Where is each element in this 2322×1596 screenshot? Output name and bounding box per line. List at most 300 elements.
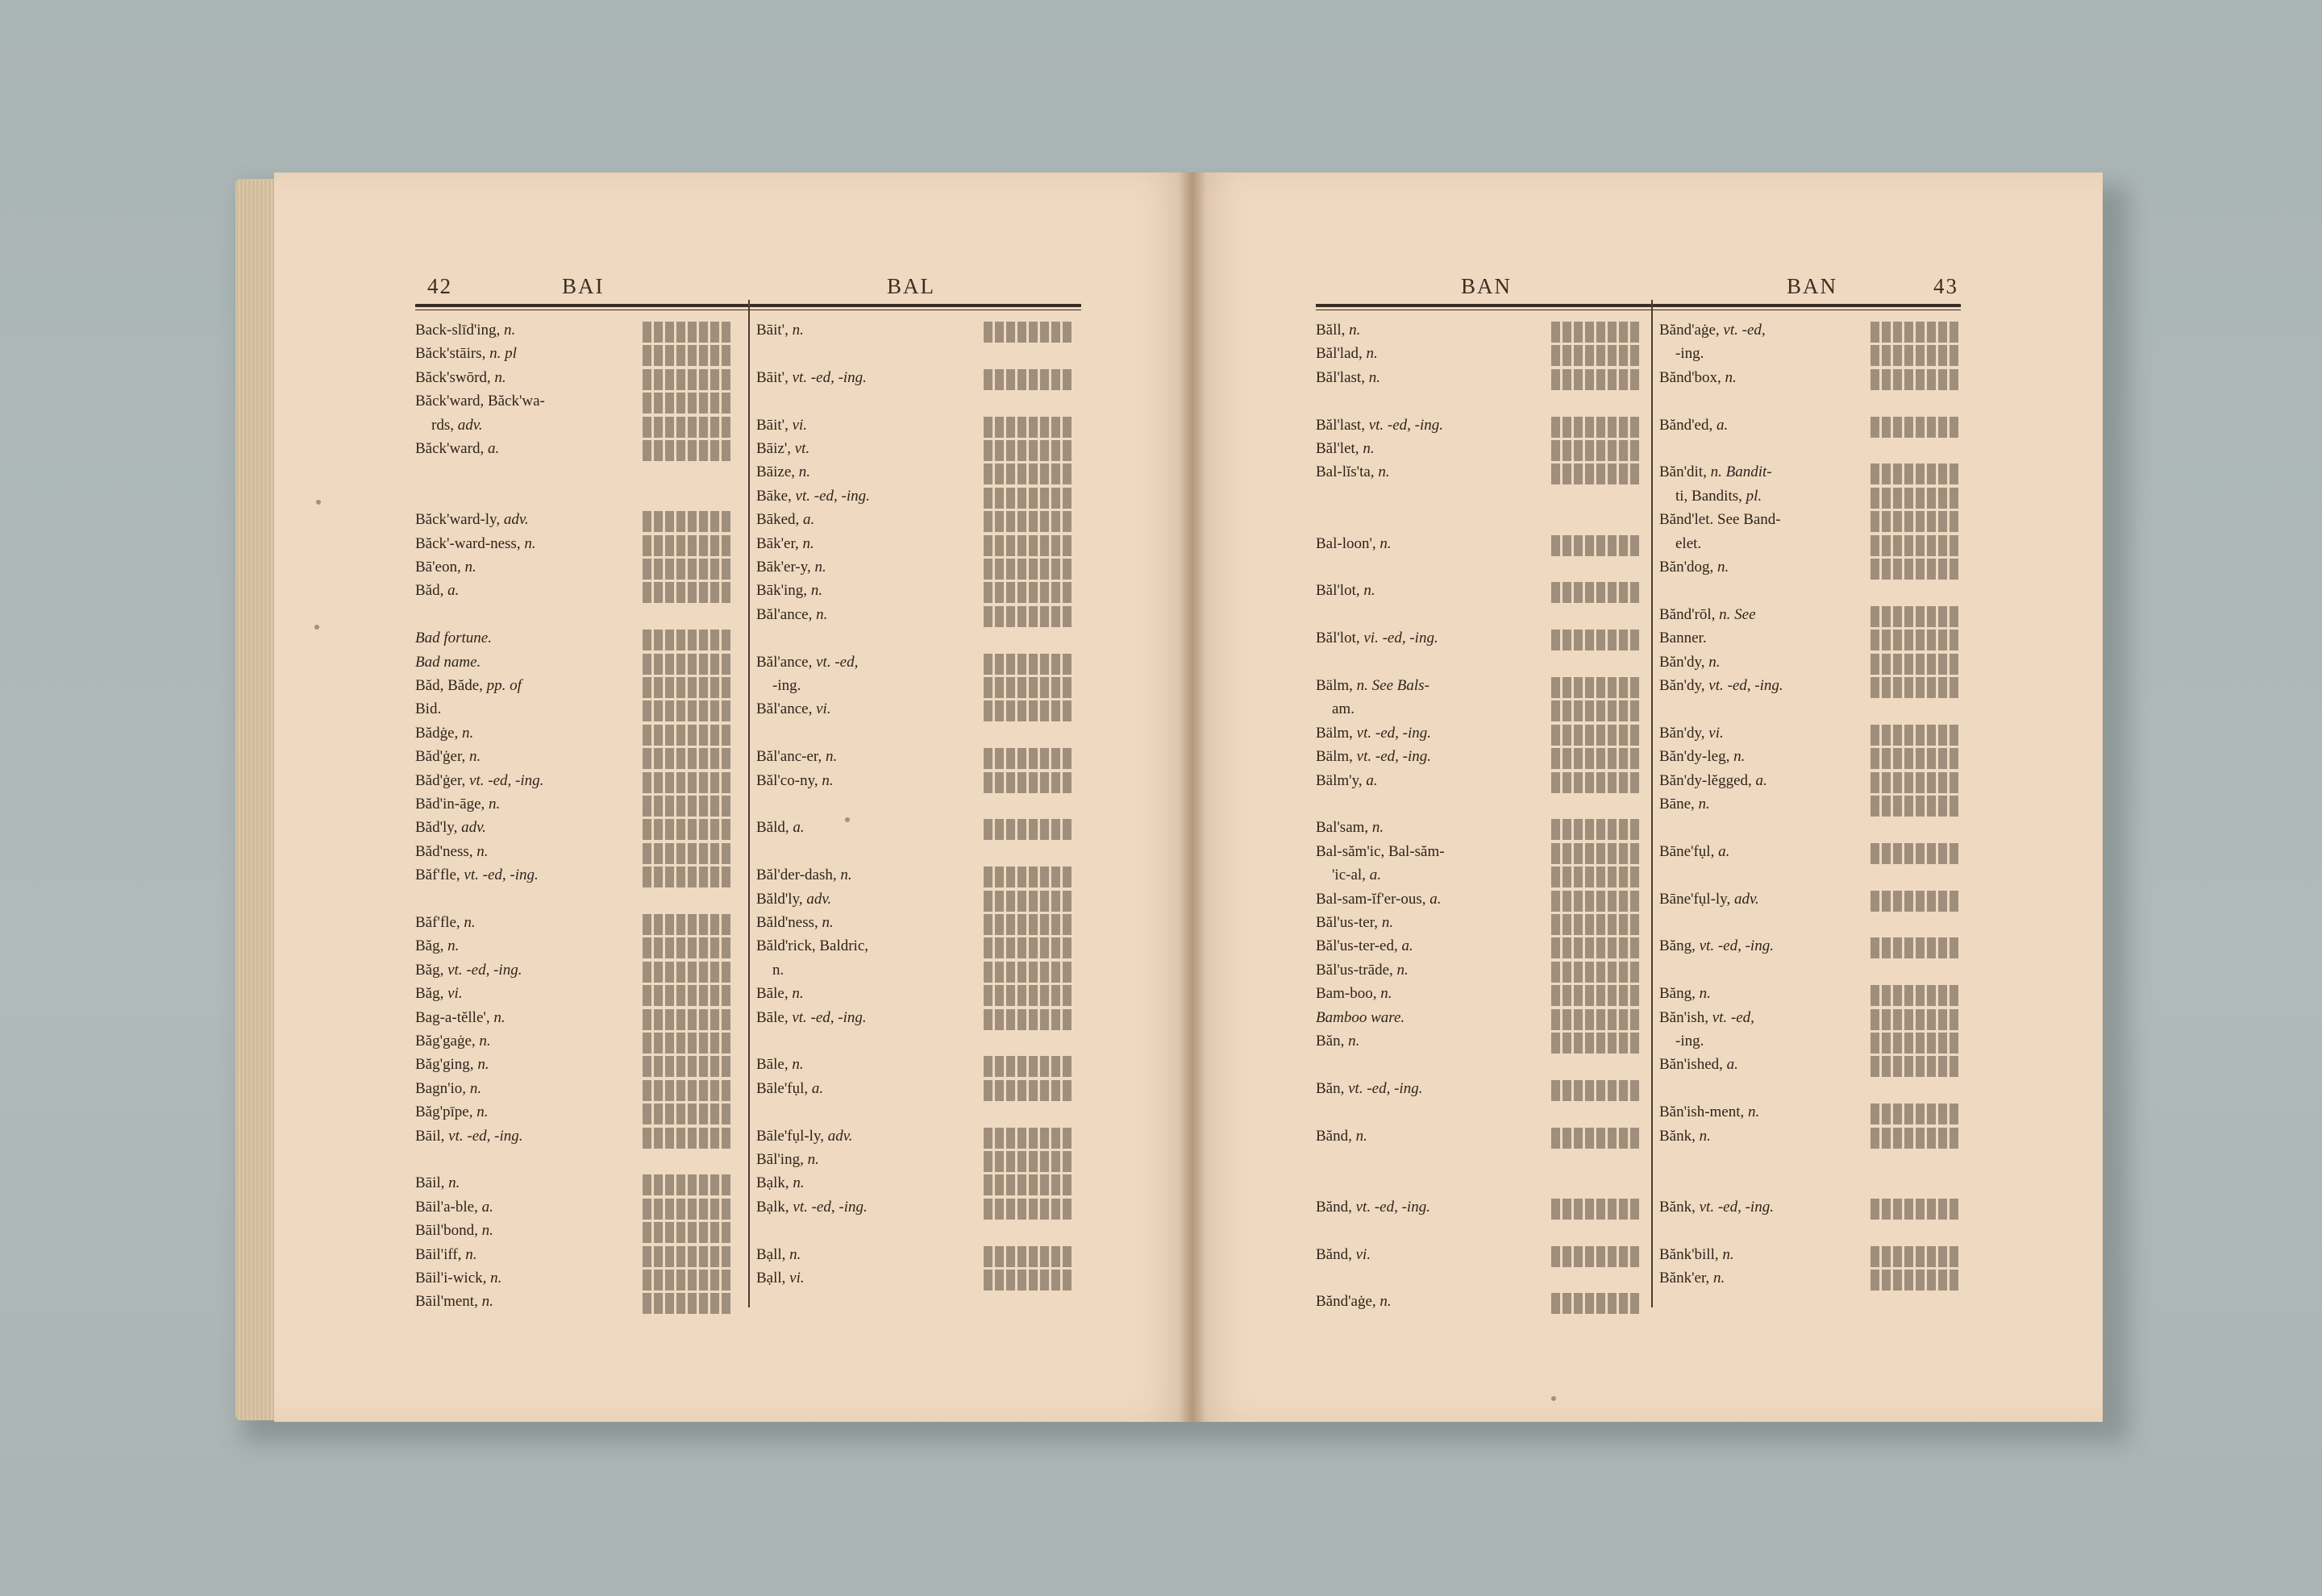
dictionary-entry: [1659, 746, 1745, 768]
japanese-gloss: [1870, 891, 1959, 912]
entry-headword: Bāit',: [756, 322, 789, 339]
dictionary-entry: [415, 1220, 493, 1242]
japanese-gloss: [984, 891, 1072, 912]
japanese-gloss: [984, 985, 1072, 1006]
entry-part-of-speech: n.: [807, 1151, 819, 1168]
entry-part-of-speech: a.: [1718, 842, 1730, 860]
dictionary-entry: [1316, 580, 1375, 602]
dictionary-entry: [1659, 722, 1724, 745]
dictionary-entry: [756, 935, 868, 958]
dictionary-entry: [756, 651, 858, 674]
japanese-gloss: [984, 867, 1072, 887]
entry-headword: Bănd'aġe,: [1659, 322, 1720, 339]
entry-headword: Bāke,: [756, 487, 792, 505]
entry-part-of-speech: vi.: [792, 416, 808, 434]
japanese-gloss: [1551, 891, 1640, 912]
japanese-gloss: [643, 1056, 731, 1077]
entry-part-of-speech: a.: [1429, 890, 1442, 908]
entry-part-of-speech: pp. of: [486, 677, 522, 694]
japanese-gloss: [643, 559, 731, 580]
entry-headword: Bamboo ware.: [1316, 1008, 1405, 1026]
entry-headword: Băl'us-ter-ed,: [1316, 937, 1398, 955]
dictionary-entry: [756, 1244, 801, 1266]
japanese-gloss: [1551, 1080, 1640, 1101]
entry-headword: Bāle,: [756, 1008, 789, 1026]
entry-part-of-speech: n.: [816, 605, 828, 623]
dictionary-entry: [415, 651, 481, 674]
entry-headword: Bāk'er-y,: [756, 559, 811, 576]
entry-headword: Băd, Băde,: [415, 677, 483, 694]
dictionary-entry: [1675, 485, 1762, 508]
entry-part-of-speech: n.: [524, 534, 536, 552]
japanese-gloss: [1551, 725, 1640, 746]
entry-headword: Băn'dog,: [1659, 559, 1714, 576]
japanese-gloss: [1870, 1033, 1959, 1054]
entry-part-of-speech: n.: [1378, 463, 1390, 481]
right-column-divider: [1651, 300, 1653, 1307]
japanese-gloss: [1551, 843, 1640, 864]
dictionary-entry: [1659, 414, 1728, 437]
entry-part-of-speech: n.: [1349, 322, 1361, 339]
entry-part-of-speech: n.: [1366, 345, 1378, 363]
entry-headword: Bāil'iff,: [415, 1245, 462, 1263]
entry-part-of-speech: n.: [1708, 653, 1721, 671]
entry-headword: Băl'let,: [1316, 440, 1359, 457]
dictionary-entry: [1659, 319, 1766, 342]
entry-part-of-speech: n.: [1381, 914, 1394, 931]
entry-headword: Bāne'fụl-ly,: [1659, 890, 1731, 908]
dictionary-entry: [756, 604, 827, 626]
entry-headword: Bal-lĭs'ta,: [1316, 463, 1375, 481]
entry-part-of-speech: vt. -ed, -ing.: [1348, 1079, 1423, 1097]
entry-part-of-speech: vi.: [1708, 724, 1724, 742]
japanese-gloss: [984, 1128, 1072, 1149]
japanese-gloss: [1870, 748, 1959, 769]
entry-headword: Băl'der-dash,: [756, 867, 837, 884]
japanese-gloss: [1551, 772, 1640, 793]
dictionary-entry: [756, 1125, 853, 1148]
dictionary-entry: [1659, 627, 1707, 650]
entry-headword: Bănd'aġe,: [1316, 1293, 1376, 1311]
dictionary-entry: [415, 675, 522, 697]
japanese-gloss: [1870, 369, 1959, 390]
entry-part-of-speech: vt. -ed, -ing.: [1355, 1198, 1430, 1216]
dictionary-entry: [415, 438, 499, 460]
dictionary-entry: [1316, 1196, 1430, 1219]
entry-headword: Bagn'io,: [415, 1079, 467, 1097]
entry-headword: Băl'lot,: [1316, 582, 1360, 600]
dictionary-entry: [1316, 983, 1392, 1005]
entry-headword: Băl'ance,: [756, 653, 813, 671]
japanese-gloss: [1870, 417, 1959, 438]
entry-headword: Bāle,: [756, 985, 789, 1003]
dictionary-entry: [1659, 604, 1756, 626]
entry-headword: Bāil'ment,: [415, 1293, 478, 1311]
entry-part-of-speech: a.: [1726, 1056, 1738, 1074]
japanese-gloss: [643, 1033, 731, 1054]
dictionary-entry: [1659, 1007, 1754, 1029]
entry-part-of-speech: vt. -ed, -ing.: [792, 368, 867, 386]
japanese-gloss: [984, 1009, 1072, 1030]
japanese-gloss: [643, 511, 731, 532]
entry-part-of-speech: vi.: [816, 700, 831, 718]
entry-headword: Băg,: [415, 985, 444, 1003]
dictionary-entry: [756, 864, 852, 887]
entry-headword: ti, Bandits,: [1675, 487, 1742, 505]
entry-headword: Bāle,: [756, 1056, 789, 1074]
dictionary-entry: [756, 461, 810, 484]
entry-part-of-speech: n.: [1379, 1293, 1392, 1311]
entry-part-of-speech: vt. -ed, -ing.: [792, 1008, 867, 1026]
dictionary-entry: [415, 580, 459, 602]
japanese-gloss: [643, 345, 731, 366]
entry-part-of-speech: n. pl: [489, 345, 517, 363]
entry-part-of-speech: n.: [504, 322, 516, 339]
entry-part-of-speech: n.: [1368, 368, 1380, 386]
entry-part-of-speech: vt. -ed, -ing.: [793, 1198, 868, 1216]
dictionary-entry: [1659, 461, 1772, 484]
entry-headword: Băl'us-ter,: [1316, 914, 1379, 931]
dictionary-entry: [756, 509, 814, 531]
entry-headword: Bälm,: [1316, 748, 1353, 766]
japanese-gloss: [1870, 654, 1959, 675]
japanese-gloss: [1551, 345, 1640, 366]
entry-headword: Bănk'er,: [1659, 1270, 1710, 1286]
left-column-divider: [748, 300, 750, 1307]
dictionary-entry: [1659, 888, 1759, 911]
entry-headword: Băf'fle,: [415, 914, 460, 931]
japanese-gloss: [1551, 417, 1640, 438]
japanese-gloss: [984, 937, 1072, 958]
dictionary-entry: [1316, 627, 1438, 650]
japanese-gloss: [1870, 677, 1959, 698]
entry-part-of-speech: n.: [494, 368, 506, 386]
dictionary-entry: [415, 1172, 460, 1195]
dictionary-entry: [415, 1101, 489, 1124]
dictionary-entry: [756, 770, 834, 792]
japanese-gloss: [1551, 1009, 1640, 1030]
japanese-gloss: [984, 1056, 1072, 1077]
japanese-gloss: [984, 417, 1072, 438]
entry-part-of-speech: n.: [1380, 985, 1392, 1003]
japanese-gloss: [643, 1199, 731, 1220]
japanese-gloss: [1870, 463, 1959, 484]
japanese-gloss: [1551, 700, 1640, 721]
entry-headword: Băg,: [415, 961, 444, 979]
japanese-gloss: [1551, 677, 1640, 698]
dictionary-entry: [756, 1149, 819, 1171]
japanese-gloss: [643, 440, 731, 461]
dictionary-entry: [415, 817, 486, 839]
entry-part-of-speech: vt.: [794, 440, 810, 457]
dictionary-entry: [415, 533, 536, 555]
entry-part-of-speech: pl.: [1746, 487, 1762, 505]
dictionary-entry: [756, 746, 837, 768]
entry-headword: Băl'last,: [1316, 368, 1365, 386]
japanese-gloss: [984, 1080, 1072, 1101]
left-guide-word-end: BAL: [887, 274, 935, 298]
dictionary-entry: [756, 817, 805, 839]
japanese-gloss: [1870, 535, 1959, 556]
entry-headword: -ing.: [1675, 345, 1704, 363]
entry-headword: Băd'in-āge,: [415, 796, 485, 813]
entry-headword: Băl'us-trāde,: [1316, 961, 1393, 979]
entry-part-of-speech: vt. -ed,: [1712, 1008, 1754, 1026]
entry-headword: Băg,: [415, 937, 444, 955]
dictionary-entry: [1659, 556, 1729, 579]
entry-headword: Băd'ġer,: [415, 771, 466, 789]
entry-headword: Bădġe,: [415, 724, 459, 742]
japanese-gloss: [643, 677, 731, 698]
entry-headword: Băl'lot,: [1316, 630, 1360, 647]
dictionary-entry: [1316, 1078, 1422, 1100]
entry-headword: Bāit',: [756, 416, 789, 434]
dictionary-entry: [1316, 912, 1393, 934]
entry-part-of-speech: a.: [487, 440, 500, 457]
japanese-gloss: [643, 417, 731, 438]
entry-headword: Băd'ly,: [415, 819, 458, 837]
japanese-gloss: [1551, 369, 1640, 390]
entry-headword: Băn'dy,: [1659, 653, 1705, 671]
japanese-gloss: [643, 1080, 731, 1101]
dictionary-entry: [1316, 1244, 1371, 1266]
dictionary-entry: [415, 627, 492, 650]
japanese-gloss: [643, 867, 731, 887]
entry-headword: Bănd,: [1316, 1245, 1352, 1263]
entry-headword: Băn'ish,: [1659, 1008, 1708, 1026]
entry-part-of-speech: n.: [447, 937, 460, 955]
japanese-gloss: [1870, 488, 1959, 509]
entry-part-of-speech: vi.: [1355, 1245, 1371, 1263]
dictionary-entry: [415, 1196, 493, 1219]
entry-headword: Bad fortune.: [415, 630, 492, 647]
dictionary-entry: [756, 888, 831, 911]
entry-part-of-speech: n.: [1733, 748, 1746, 766]
entry-headword: Bälm,: [1316, 677, 1353, 694]
right-page-number: 43: [1933, 274, 1958, 298]
entry-part-of-speech: n.: [489, 796, 501, 813]
japanese-gloss: [1551, 937, 1640, 958]
dictionary-entry: [415, 1030, 491, 1053]
entry-part-of-speech: a.: [1401, 937, 1413, 955]
entry-part-of-speech: a.: [793, 819, 805, 837]
entry-part-of-speech: n.: [490, 1270, 502, 1286]
japanese-gloss: [1551, 962, 1640, 983]
entry-part-of-speech: n.: [469, 748, 481, 766]
japanese-gloss: [643, 630, 731, 650]
japanese-gloss: [984, 369, 1072, 390]
entry-part-of-speech: n. See: [1719, 605, 1756, 623]
entry-headword: Bănd'box,: [1659, 368, 1721, 386]
entry-headword: -ing.: [1675, 1033, 1704, 1049]
entry-headword: Bāked,: [756, 511, 800, 529]
japanese-gloss: [643, 1293, 731, 1314]
entry-headword: Bănd'ed,: [1659, 416, 1713, 434]
japanese-gloss: [643, 322, 731, 343]
entry-part-of-speech: n.: [465, 1245, 477, 1263]
entry-part-of-speech: n.: [1699, 985, 1711, 1003]
dictionary-entry: [756, 1054, 804, 1076]
entry-headword: Băck'ward, Băck'wa-: [415, 393, 545, 410]
entry-part-of-speech: vt. -ed, -ing.: [1699, 937, 1774, 955]
entry-part-of-speech: n.: [814, 559, 826, 576]
entry-part-of-speech: a.: [481, 1198, 493, 1216]
dictionary-entry: [1675, 533, 1701, 555]
entry-part-of-speech: vt. -ed, -ing.: [448, 1127, 523, 1145]
entry-headword: -ing.: [772, 677, 801, 694]
japanese-gloss: [1870, 322, 1959, 343]
dictionary-entry: [415, 509, 529, 531]
dictionary-entry: [1316, 1030, 1359, 1053]
japanese-gloss: [1551, 463, 1640, 484]
entry-part-of-speech: n.: [793, 1174, 805, 1192]
japanese-gloss: [1870, 559, 1959, 580]
entry-part-of-speech: a.: [1716, 416, 1729, 434]
entry-part-of-speech: vi.: [789, 1270, 805, 1286]
entry-part-of-speech: a.: [803, 511, 815, 529]
japanese-gloss: [984, 535, 1072, 556]
entry-headword: Băf'fle,: [415, 867, 460, 884]
entry-headword: Băck'swōrd,: [415, 368, 491, 386]
entry-part-of-speech: vi.: [447, 985, 463, 1003]
entry-headword: Bănd'let. See Band-: [1659, 511, 1781, 529]
japanese-gloss: [1870, 1128, 1959, 1149]
entry-headword: am.: [1332, 700, 1354, 718]
paper-speck: [845, 817, 850, 822]
entry-headword: Băng,: [1659, 937, 1696, 955]
entry-part-of-speech: a.: [811, 1079, 824, 1097]
dictionary-entry: [415, 841, 489, 863]
entry-headword: Bāk'ing,: [756, 582, 808, 600]
entry-headword: Bāiz',: [756, 440, 791, 457]
japanese-gloss: [643, 985, 731, 1006]
entry-headword: Bāil'a-ble,: [415, 1198, 478, 1216]
dictionary-entry: [1659, 1125, 1711, 1148]
dictionary-entry: [415, 1267, 501, 1290]
entry-part-of-speech: n.: [826, 748, 838, 766]
dictionary-entry: [1316, 817, 1384, 839]
japanese-gloss: [1551, 535, 1640, 556]
japanese-gloss: [1551, 819, 1640, 840]
japanese-gloss: [1870, 1199, 1959, 1220]
japanese-gloss: [984, 700, 1072, 721]
dictionary-entry: [1659, 1196, 1774, 1219]
dictionary-entry: [1316, 367, 1380, 389]
entry-headword: Bănk,: [1659, 1127, 1696, 1145]
dictionary-entry: [415, 722, 473, 745]
entry-part-of-speech: n.: [479, 1033, 491, 1049]
dictionary-entry: [756, 367, 867, 389]
dictionary-entry: [1659, 770, 1767, 792]
entry-part-of-speech: n.: [1363, 440, 1375, 457]
japanese-gloss: [1551, 322, 1640, 343]
entry-part-of-speech: vt. -ed, -ing.: [1708, 677, 1783, 694]
japanese-gloss: [1551, 630, 1640, 650]
japanese-gloss: [643, 843, 731, 864]
dictionary-entry: [1332, 698, 1354, 721]
japanese-gloss: [1551, 440, 1640, 461]
dictionary-entry: [415, 1291, 493, 1313]
japanese-gloss: [1551, 1033, 1640, 1054]
dictionary-entry: [756, 1007, 867, 1029]
entry-part-of-speech: vt. -ed,: [1723, 322, 1766, 339]
entry-headword: Bal'sam,: [1316, 819, 1369, 837]
entry-part-of-speech: n.: [1363, 582, 1375, 600]
dictionary-entry: [756, 319, 804, 342]
entry-headword: Bănk'bill,: [1659, 1245, 1719, 1263]
entry-headword: Bal-sam-ĭf'er-ous,: [1316, 890, 1426, 908]
entry-part-of-speech: vt. -ed, -ing.: [1356, 724, 1431, 742]
entry-headword: Băck'ward,: [415, 440, 485, 457]
entry-part-of-speech: n.: [448, 1174, 460, 1192]
japanese-gloss: [1551, 985, 1640, 1006]
dictionary-entry: [756, 1172, 805, 1195]
entry-part-of-speech: n.: [840, 867, 852, 884]
entry-headword: Bāne,: [1659, 796, 1695, 813]
japanese-gloss: [643, 393, 731, 414]
dictionary-entry: [1659, 793, 1710, 816]
entry-headword: Băck'stāirs,: [415, 345, 486, 363]
dictionary-entry: [756, 912, 834, 934]
entry-part-of-speech: n. See Bals-: [1356, 677, 1429, 694]
dictionary-entry: [1659, 1101, 1759, 1124]
entry-part-of-speech: n.: [792, 1056, 804, 1074]
entry-headword: Banner.: [1659, 630, 1707, 647]
japanese-gloss: [1551, 748, 1640, 769]
japanese-gloss: [1870, 1246, 1959, 1267]
entry-headword: Bạlk,: [756, 1198, 789, 1216]
japanese-gloss: [1870, 843, 1959, 864]
entry-headword: Bāil'bond,: [415, 1222, 478, 1240]
japanese-gloss: [984, 463, 1072, 484]
dictionary-entry: [756, 414, 807, 437]
japanese-gloss: [643, 654, 731, 675]
entry-headword: Băg'gaġe,: [415, 1033, 476, 1049]
entry-headword: Băl'ance,: [756, 605, 813, 623]
entry-headword: Băl'co-ny,: [756, 771, 818, 789]
entry-headword: Băll,: [1316, 322, 1346, 339]
entry-headword: Băd'ġer,: [415, 748, 466, 766]
entry-part-of-speech: n.: [462, 724, 474, 742]
left-page-number: 42: [427, 274, 452, 298]
dictionary-entry: [1316, 1007, 1404, 1029]
dictionary-entry: [1316, 414, 1443, 437]
entry-headword: Bälm'y,: [1316, 771, 1363, 789]
entry-part-of-speech: n.: [822, 771, 834, 789]
entry-part-of-speech: n.: [477, 1056, 489, 1074]
japanese-gloss: [984, 677, 1072, 698]
right-guide-word-end: BAN: [1787, 274, 1838, 298]
entry-part-of-speech: n.: [481, 1222, 493, 1240]
dictionary-entry: [415, 746, 481, 768]
dictionary-entry: [1316, 319, 1360, 342]
japanese-gloss: [984, 819, 1072, 840]
book-gutter: [1179, 172, 1206, 1422]
entry-part-of-speech: vi. -ed, -ing.: [1363, 630, 1438, 647]
entry-headword: Băn'dy-lĕgged,: [1659, 771, 1752, 789]
japanese-gloss: [643, 1174, 731, 1195]
japanese-gloss: [1870, 772, 1959, 793]
dictionary-entry: [1659, 651, 1721, 674]
japanese-gloss: [1870, 985, 1959, 1006]
entry-headword: Băl'last,: [1316, 416, 1365, 434]
entry-headword: Bāil,: [415, 1127, 445, 1145]
japanese-gloss: [643, 1009, 731, 1030]
paper-speck: [314, 625, 319, 630]
entry-headword: Băld'rick, Baldric,: [756, 937, 869, 955]
dictionary-entry: [415, 770, 543, 792]
dictionary-entry: [1316, 770, 1378, 792]
